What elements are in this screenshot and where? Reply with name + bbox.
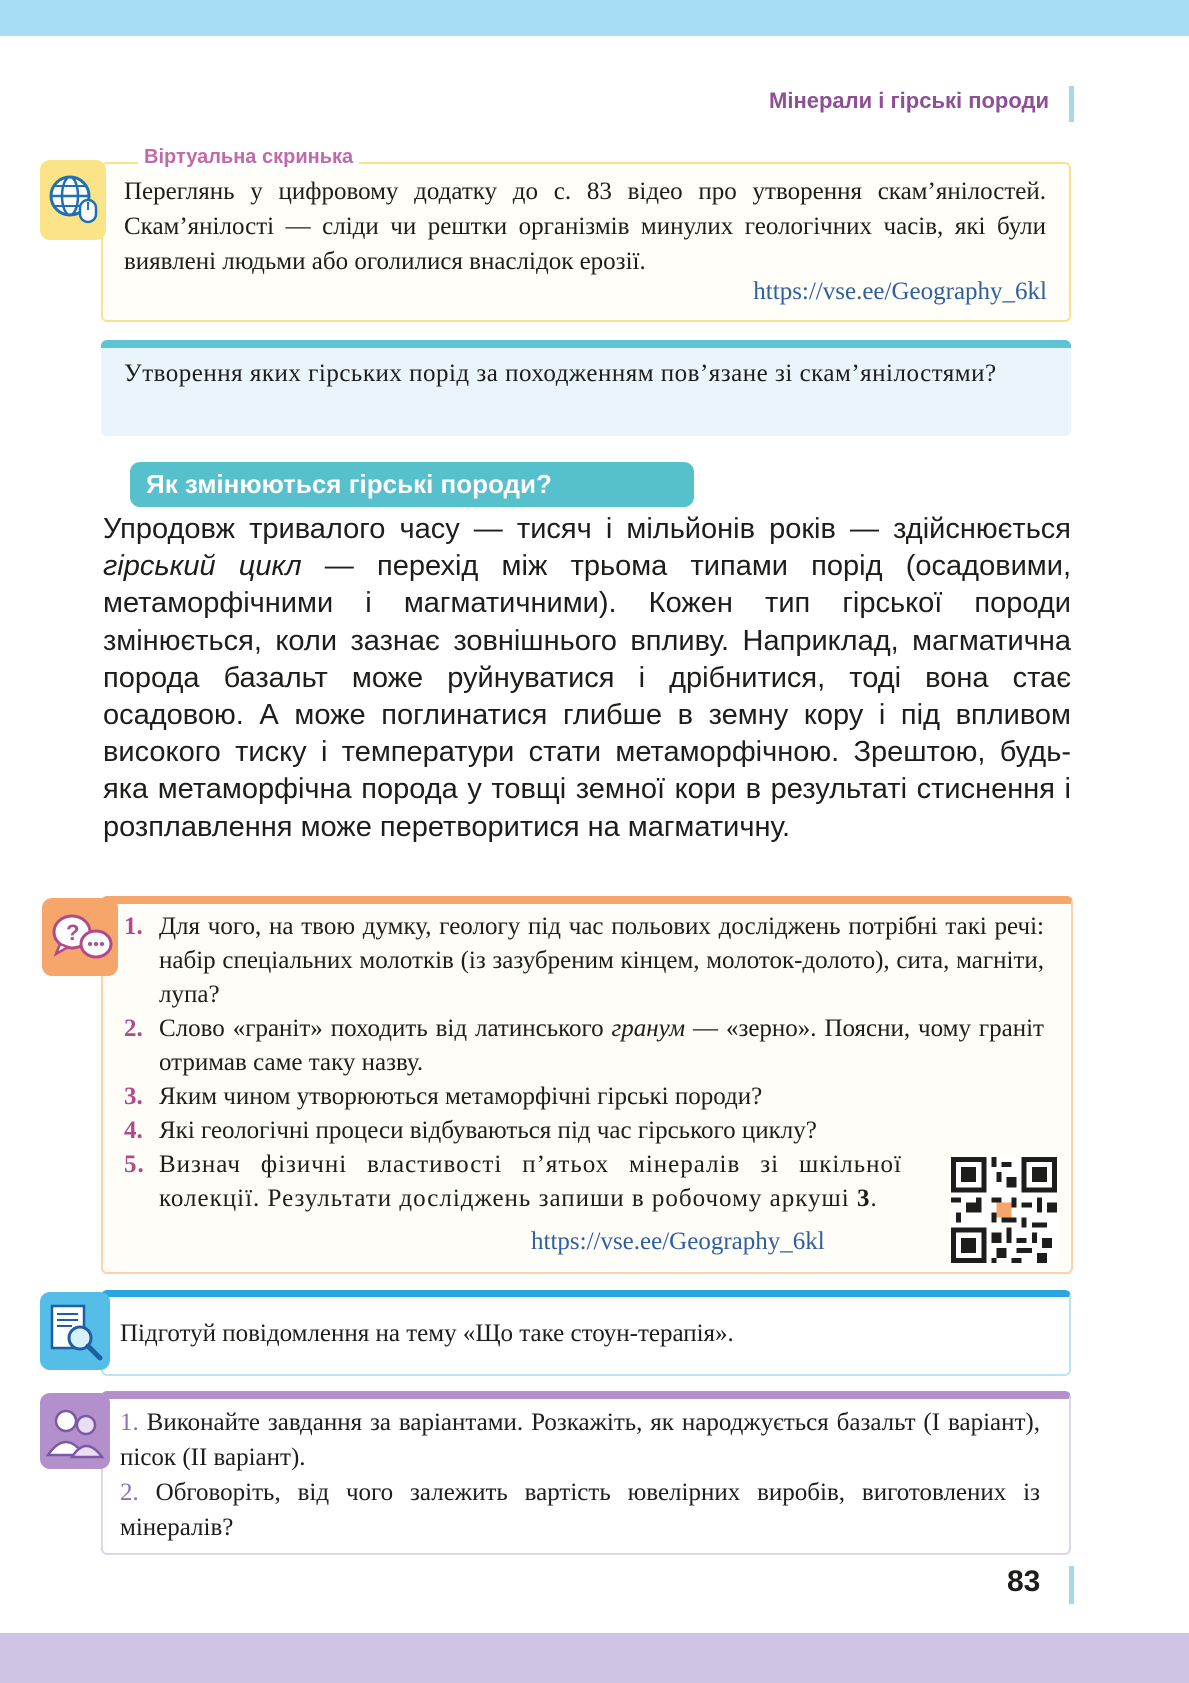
question-text: Які геологічні процеси відбуваються під час гірського циклу?: [159, 1117, 817, 1144]
section-term: гірський цикл: [103, 550, 302, 583]
question-text-start: Слово «граніт» походить від латинського: [159, 1015, 612, 1042]
question-number: 5.: [124, 1151, 145, 1178]
question-number: 3.: [124, 1083, 143, 1110]
research-text: Підготуй повідомлення на тему «Що таке стоун-терапія».: [120, 1320, 734, 1347]
question-number: 4.: [124, 1117, 143, 1144]
question-number: 2.: [124, 1015, 143, 1042]
group-work-list: [120, 1405, 1040, 1545]
group-work-item: [120, 1475, 1040, 1545]
group-work-text: Виконайте завдання за варіантами. Розкажіть, як народжується базальт (І варіант), пісок (ІІ варіант).: [120, 1409, 1040, 1471]
group-work-number: 2.: [120, 1479, 139, 1506]
virtual-box-title: Віртуальна скринька: [138, 146, 359, 169]
document-magnifier-icon: [40, 1292, 110, 1370]
running-head: Мінерали і гірські породи: [769, 88, 1049, 113]
questions-link[interactable]: https://vse.ee/Geography_6kl: [531, 1228, 825, 1255]
group-work-item: [120, 1405, 1040, 1475]
virtual-box-text: Переглянь у цифровому додатку до с. 83 відео про утворення скам’янілостей. Скам’янілості — сліди чи рештки організмів минулих геологічних часів, які були виявлені людьми або оголилися внаслідок ерозії.: [124, 178, 1046, 275]
virtual-box-link[interactable]: https://vse.ee/Geography_6kl: [753, 278, 1047, 305]
page-number-bar: [1069, 1566, 1074, 1604]
section-body-start: Упродовж тривалого часу — тисяч і мільйонів років — здійснюється: [103, 513, 1071, 545]
group-work-text: Обговоріть, від чого залежить вартість ювелірних виробів, виготовлених із мінералів?: [120, 1479, 1040, 1541]
section-heading: Як змінюються гірські породи?: [130, 462, 694, 507]
section-body: [103, 511, 1071, 846]
question-item: [124, 1012, 1044, 1080]
question-text-end: .: [870, 1185, 878, 1212]
top-band: [0, 0, 1189, 36]
running-head-bar: [1069, 86, 1074, 122]
page-number: 83: [1007, 1565, 1041, 1598]
question-text: Яким чином утворюються метаморфічні гірські породи?: [159, 1083, 763, 1110]
section-body-end: — перехід між трьома типами порід (осадовими, метаморфічними і магматичними). Кожен тип гірської породи змінюється, коли зазнає зовнішнього впливу. Наприклад, магматична порода базальт може руйнуватися і дрібнитися, тоді вона стає осадовою. А може поглинатися глибше в земну кору і під впливом високого тиску і температури стати метаморфічною. Зрештою, будь-яка метаморфічна порода у товщі земної кори в результаті стиснення і розплавлення може перетворитися на магматичну.: [103, 550, 1071, 843]
bottom-band: [0, 1633, 1189, 1683]
question-text: Для чого, на твою думку, геологу під час польових досліджень потрібні такі речі: набір спеціальних молотків (із зазубреним кінцем, молоток-долото), сита, магніти, лупа?: [159, 913, 1044, 1008]
question-strip-text: Утворення яких гірських порід за походженням пов’язане зі скам’янілостями?: [124, 360, 997, 387]
question-item: [124, 1114, 1044, 1148]
question-term: гранум: [611, 1015, 686, 1042]
group-work-number: 1.: [120, 1409, 139, 1436]
questions-list: [124, 910, 1044, 1216]
question-worksheet-number: 3: [856, 1185, 871, 1212]
svg-text:?: ?: [66, 920, 80, 945]
question-text-end: — «зерно». Поясни, чому граніт отримав саме таку назву.: [159, 1015, 1044, 1076]
question-item: [124, 1148, 902, 1216]
qr-code[interactable]: [951, 1157, 1057, 1263]
question-text-start: Визнач фізичні властивості п’ятьох мінералів зі шкільної колекції. Результати досліджень запиши в робочому аркуші: [159, 1151, 902, 1212]
question-item: [124, 910, 1044, 1012]
globe-mouse-icon: [40, 160, 106, 240]
people-icon: [40, 1393, 110, 1469]
question-item: [124, 1080, 1044, 1114]
question-number: 1.: [124, 913, 143, 940]
question-bubbles-icon: [42, 898, 118, 976]
